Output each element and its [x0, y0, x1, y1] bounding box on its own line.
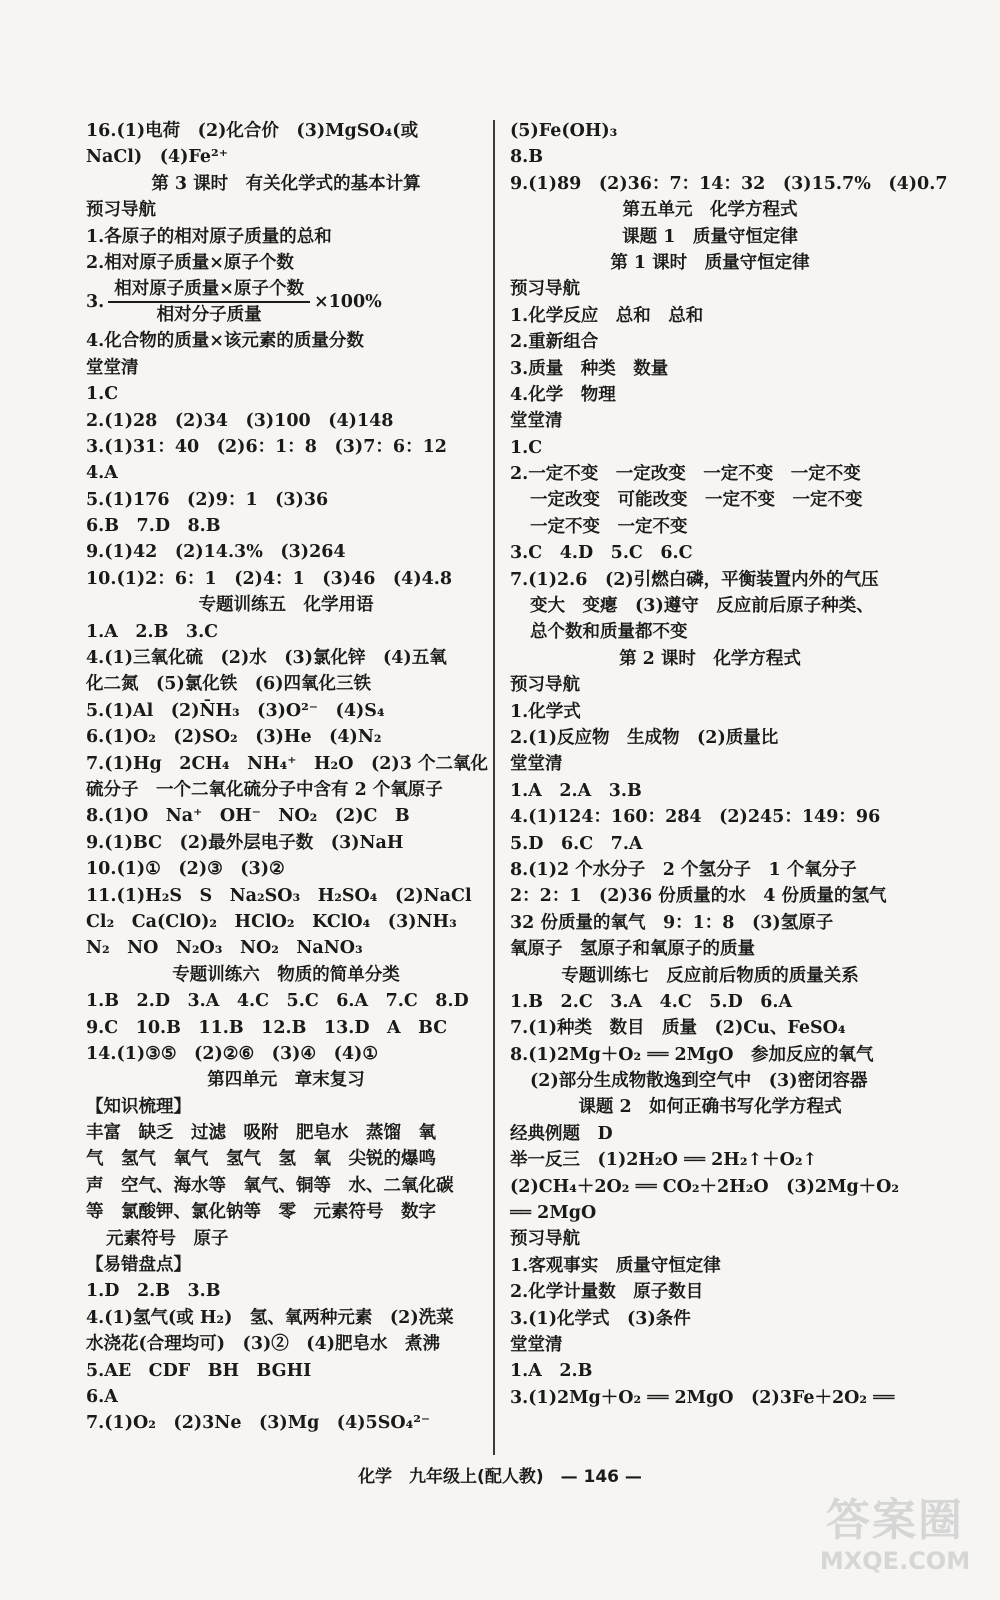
answer-line: 1.各原子的相对原子质量的总和: [86, 226, 332, 247]
answer-line: 一定改变 可能改变 一定不变 一定不变: [530, 490, 863, 511]
answer-line: 声 空气、海水等 氧气、铜等 水、二氧化碳: [86, 1175, 454, 1196]
watermark-logo: [810, 1495, 980, 1585]
answer-line: ══ 2MgO: [510, 1203, 597, 1224]
answer-line: 7.(1)Hg 2CH₄ NH₄⁺ H₂O (2)3 个二氧化: [86, 753, 488, 774]
answer-line: 3.(1)31：40 (2)6：1：8 (3)7：6：12: [86, 436, 447, 457]
answer-line: 【易错盘点】: [86, 1255, 191, 1276]
answer-line: 10.(1)2：6：1 (2)4：1 (3)46 (4)4.8: [86, 568, 453, 589]
answer-line: 总个数和质量都不变: [530, 622, 688, 643]
answer-line: 9.(1)BC (2)最外层电子数 (3)NaH: [86, 832, 404, 853]
answer-line: 5.D 6.C 7.A: [510, 833, 643, 854]
section-heading: 第五单元 化学方程式: [622, 200, 798, 221]
answer-line: 7.(1)O₂ (2)3Ne (3)Mg (4)5SO₄²⁻: [86, 1413, 431, 1434]
answer-line: 2.一定不变 一定改变 一定不变 一定不变: [510, 464, 861, 485]
fraction-denominator: 相对分子质量: [156, 305, 262, 326]
answer-line: 化二氮 (5)氯化铁 (6)四氧化三铁: [86, 674, 371, 695]
section-heading: 第 1 课时 质量守恒定律: [610, 252, 810, 273]
answer-line: 6.B 7.D 8.B: [86, 516, 221, 537]
answer-line: 堂堂清: [86, 357, 139, 378]
answer-line: 1.A 2.A 3.B: [510, 780, 642, 801]
answer-line: NaCl) (4)Fe²⁺: [86, 147, 228, 168]
answer-line: 4.化合物的质量×该元素的质量分数: [86, 331, 364, 352]
answer-line: 预习导航: [86, 200, 156, 221]
answer-line: 预习导航: [510, 1229, 580, 1250]
answer-line: 经典例题 D: [510, 1123, 613, 1144]
answer-line: 8.(1)2 个水分子 2 个氢分子 1 个氧分子: [510, 859, 857, 880]
answer-line: 9.C 10.B 11.B 12.B 13.D A BC: [86, 1017, 448, 1038]
answer-line: 预习导航: [510, 279, 580, 300]
answer-line: 7.(1)2.6 (2)引燃白磷，平衡装置内外的气压: [510, 569, 879, 590]
section-heading: 专题训练七 反应前后物质的质量关系: [561, 965, 859, 986]
answer-line: 2.重新组合: [510, 332, 599, 353]
answer-line: 14.(1)③⑤ (2)②⑥ (3)④ (4)①: [86, 1043, 379, 1064]
answer-line: 1.客观事实 质量守恒定律: [510, 1255, 721, 1276]
section-heading: 专题训练五 化学用语: [198, 595, 374, 616]
answer-line: 【知识梳理】: [86, 1096, 191, 1117]
answer-line: 9.(1)89 (2)36：7：14：32 (3)15.7% (4)0.7: [510, 173, 948, 194]
section-heading: 第四单元 章末复习: [207, 1070, 365, 1091]
answer-line: 4.化学 物理: [510, 384, 616, 405]
answer-line: 4.(1)氢气(或 H₂) 氢、氧两种元素 (2)洗菜: [86, 1307, 454, 1328]
answer-line: 氧原子 氢原子和氧原子的质量: [510, 939, 755, 960]
answer-line: 16.(1)电荷 (2)化合价 (3)MgSO₄(或: [86, 121, 419, 141]
answer-line: 6.(1)O₂ (2)SO₂ (3)He (4)N₂: [86, 727, 382, 748]
answer-line: N₂ NO N₂O₃ NO₂ NaNO₃: [86, 938, 363, 959]
answer-line: 1.B 2.C 3.A 4.C 5.D 6.A: [510, 991, 793, 1012]
answer-line: 预习导航: [510, 675, 580, 696]
answer-line: 1.B 2.D 3.A 4.C 5.C 6.A 7.C 8.D: [86, 991, 469, 1012]
answer-line: 32 份质量的氧气 9：1：8 (3)氢原子: [510, 912, 834, 933]
watermark-logo-text: 答案圈: [826, 1495, 964, 1546]
answer-line: 一定不变 一定不变: [530, 516, 688, 537]
answer-line: 8.(1)O Na⁺ OH⁻ NO₂ (2)C B: [86, 806, 410, 827]
section-heading: 第 3 课时 有关化学式的基本计算: [151, 173, 421, 194]
answer-line: 举一反三 (1)2H₂O ══ 2H₂↑＋O₂↑: [510, 1150, 818, 1171]
answer-line: 变大 变瘪 (3)遵守 反应前后原子种类、: [530, 596, 874, 617]
answer-line: 3.(1)2Mg＋O₂ ══ 2MgO (2)3Fe＋2O₂ ══: [510, 1387, 895, 1408]
answer-line: 8.(1)2Mg＋O₂ ══ 2MgO 参加反应的氧气: [510, 1044, 874, 1065]
fraction-numerator: 相对原子质量×原子个数: [108, 277, 310, 303]
answer-line: 3.(1)化学式 (3)条件: [510, 1308, 691, 1329]
answer-line: 1.A 2.B 3.C: [86, 621, 219, 642]
answer-line: 1.C: [510, 437, 543, 458]
fraction-prefix: 3.: [86, 292, 105, 313]
column-divider: [493, 120, 495, 1455]
fraction-suffix: ×100%: [313, 292, 382, 313]
answer-line: 10.(1)① (2)③ (3)②: [86, 859, 285, 880]
answer-line: 5.(1)Al (2)N̄H₃ (3)O²⁻ (4)S₄: [86, 700, 385, 721]
answer-line: 9.(1)42 (2)14.3% (3)264: [86, 542, 346, 563]
answer-line: 3.质量 种类 数量: [510, 358, 669, 379]
answer-line: 1.D 2.B 3.B: [86, 1281, 221, 1302]
answer-line: 2.化学计量数 原子数目: [510, 1282, 704, 1303]
section-heading: 第 2 课时 化学方程式: [619, 648, 801, 669]
answer-line: 5.AE CDF BH BGHI: [86, 1360, 312, 1381]
answer-line: 3.C 4.D 5.C 6.C: [510, 543, 693, 564]
answer-line: 堂堂清: [510, 754, 563, 775]
section-heading: 专题训练六 物质的简单分类: [172, 964, 400, 985]
right-column: [510, 118, 948, 1411]
answer-line: 1.C: [86, 384, 119, 405]
answer-line: 元素符号 原子: [106, 1228, 229, 1249]
answer-line: 1.化学式: [510, 701, 581, 722]
answer-line: (2)CH₄＋2O₂ ══ CO₂＋2H₂O (3)2Mg＋O₂: [510, 1176, 900, 1197]
answer-line: 气 氢气 氧气 氢气 氢 氧 尖锐的爆鸣: [86, 1149, 436, 1170]
answer-line: Cl₂ Ca(ClO)₂ HClO₂ KClO₄ (3)NH₃: [86, 911, 457, 932]
answer-line: 2：2：1 (2)36 份质量的水 4 份质量的氢气: [510, 886, 887, 907]
section-heading: 课题 2 如何正确书写化学方程式: [578, 1097, 842, 1118]
answer-line: 7.(1)种类 数目 质量 (2)Cu、FeSO₄: [510, 1018, 846, 1039]
fraction-formula: [86, 276, 486, 328]
page-footer: 化学 九年级上(配人教) — 146 —: [358, 1467, 642, 1487]
answer-line: 5.(1)176 (2)9：1 (3)36: [86, 489, 329, 510]
answer-line: 1.化学反应 总和 总和: [510, 305, 704, 326]
answer-line: 堂堂清: [510, 1334, 563, 1355]
answer-line: 堂堂清: [510, 411, 563, 432]
answer-line: 11.(1)H₂S S Na₂SO₃ H₂SO₄ (2)NaCl: [86, 885, 472, 906]
answer-line: 6.A: [86, 1386, 118, 1407]
answer-line: 水浇花(合理均可) (3)② (4)肥皂水 煮沸: [86, 1334, 441, 1355]
answer-line: 8.B: [510, 147, 544, 168]
answer-line: (5)Fe(OH)₃: [510, 121, 618, 141]
answer-line: 丰富 缺乏 过滤 吸附 肥皂水 蒸馏 氧: [86, 1123, 436, 1144]
answer-line: 1.A 2.B: [510, 1361, 593, 1382]
answer-line: 硫分子 一个二氧化硫分子中含有 2 个氧原子: [86, 779, 443, 800]
section-heading: 课题 1 质量守恒定律: [622, 226, 798, 247]
answer-line: 4.A: [86, 463, 118, 484]
answer-line: (2)部分生成物散逸到空气中 (3)密闭容器: [530, 1071, 868, 1092]
answer-line: 4.(1)124：160：284 (2)245：149：96: [510, 807, 881, 828]
answer-line: 2.相对原子质量×原子个数: [86, 252, 294, 273]
watermark-url: MXQE.COM: [819, 1547, 971, 1575]
answer-line: 2.(1)28 (2)34 (3)100 (4)148: [86, 410, 394, 431]
answer-line: 等 氯酸钾、氯化钠等 零 元素符号 数字: [86, 1202, 436, 1223]
answer-line: 4.(1)三氧化硫 (2)水 (3)氯化锌 (4)五氧: [86, 648, 447, 669]
answer-line: 2.(1)反应物 生成物 (2)质量比: [510, 727, 779, 748]
left-column: [86, 118, 486, 1437]
